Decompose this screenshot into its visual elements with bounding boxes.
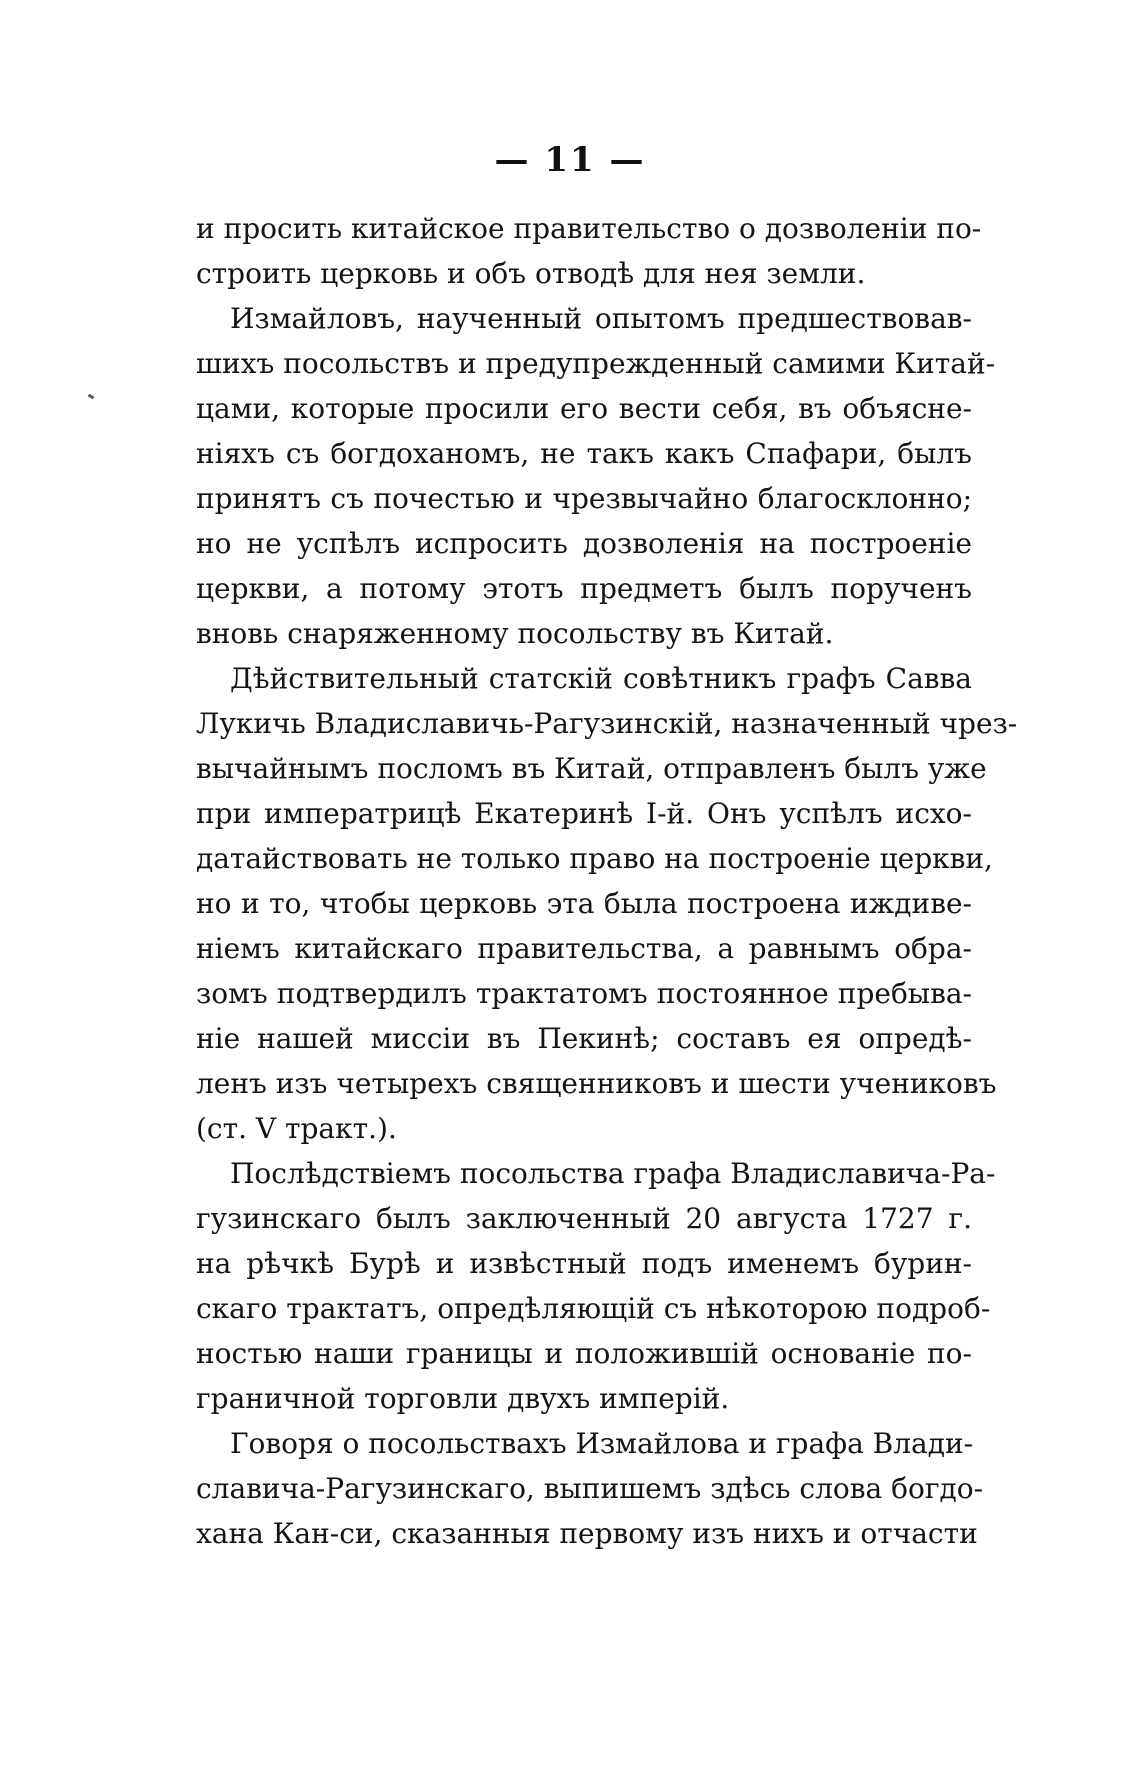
text-line: (ст. V тракт.).: [196, 1112, 397, 1145]
text-line: нiемъ китайскаго правительства, а равнымъ обра-: [196, 932, 972, 965]
paragraph-1: [196, 206, 982, 296]
text-line: Дѣйствительный статскiй совѣтникъ графъ Савва: [230, 662, 972, 695]
text-line: и просить китайское правительство о дозволенiи по-: [196, 212, 982, 245]
text-line: строить церковь и объ отводѣ для нея земли.: [196, 257, 866, 290]
text-line: граничной торговли двухъ имперiй.: [196, 1382, 730, 1415]
text-line: скаго трактатъ, опредѣляющiй съ нѣкоторою подроб-: [196, 1292, 991, 1325]
text-line: вычайнымъ посломъ въ Китай, отправленъ былъ уже: [196, 752, 987, 785]
text-line: датайствовать не только право на построенiе церкви,: [196, 842, 993, 875]
paragraph-4: [196, 1151, 996, 1421]
text-line: но и то, чтобы церковь эта была построена иждиве-: [196, 887, 972, 920]
text-line: зомъ подтвердилъ трактатомъ постоянное пребыва-: [196, 977, 972, 1010]
text-line: нiе нашей миссiи въ Пекинѣ; составъ ея опредѣ-: [196, 1022, 972, 1055]
text-line: Измайловъ, наученный опытомъ предшествовав-: [230, 302, 972, 335]
text-line: при императрицѣ Екатеринѣ I-й. Онъ успѣлъ исхо-: [196, 797, 972, 830]
text-line: церкви, а потому этотъ предметъ былъ порученъ: [196, 572, 972, 605]
paragraph-2: [196, 296, 996, 656]
text-line: славича-Рагузинскаго, выпишемъ здѣсь слова богдо-: [196, 1472, 984, 1505]
text-line: Послѣдствiемъ посольства графа Владиславича-Ра-: [230, 1157, 996, 1190]
paragraph-3: [196, 656, 1018, 1151]
text-line: ленъ изъ четырехъ священниковъ и шести учениковъ: [196, 1067, 997, 1100]
text-line: Лукичь Владиславичь-Рагузинскiй, назначенный чрез-: [196, 707, 1018, 740]
text-line: хана Кан-си, сказанныя первому изъ нихъ и отчасти: [196, 1517, 978, 1550]
text-line: но не успѣлъ испросить дозволенiя на построенiе: [196, 527, 972, 560]
body-text: [196, 206, 1018, 1556]
text-line: ностью наши границы и положившiй основанiе по-: [196, 1337, 972, 1370]
ink-speck: [88, 394, 95, 400]
page-number: — 11 —: [494, 140, 646, 180]
text-line: Говоря о посольствахъ Измайлова и графа Влади-: [230, 1427, 974, 1460]
text-line: нiяхъ съ богдоханомъ, не такъ какъ Спафари, былъ: [196, 437, 972, 470]
text-line: вновь снаряженному посольству въ Китай.: [196, 617, 834, 650]
text-line: на рѣчкѣ Бурѣ и извѣстный подъ именемъ бурин-: [196, 1247, 972, 1280]
text-line: гузинскаго былъ заключенный 20 августа 1727 г.: [196, 1202, 972, 1235]
text-line: шихъ посольствъ и предупрежденный самими Китай-: [196, 347, 996, 380]
text-line: цами, которые просили его вести себя, въ объясне-: [196, 392, 972, 425]
text-line: принятъ съ почестью и чрезвычайно благосклонно;: [196, 482, 972, 515]
paragraph-5: [196, 1421, 984, 1556]
